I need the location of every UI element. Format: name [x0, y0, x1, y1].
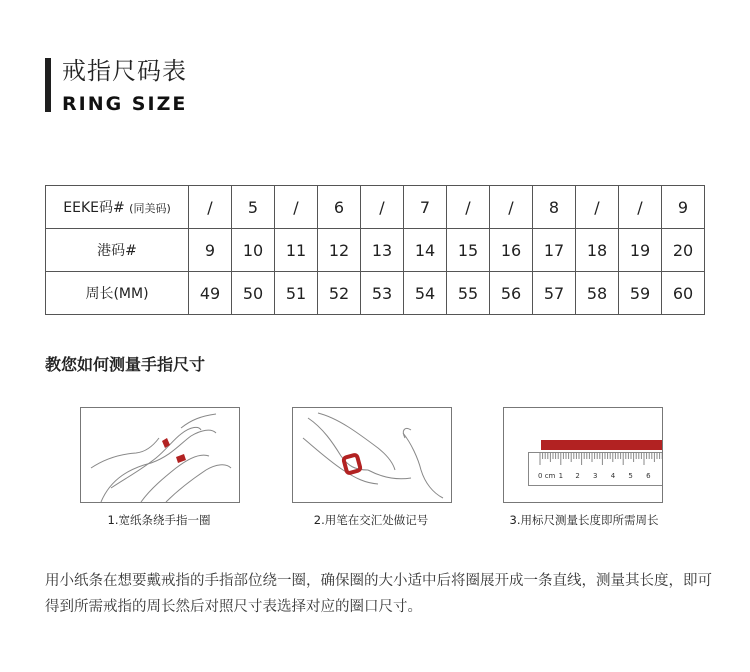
table-cell: 6 [318, 186, 361, 229]
table-row [46, 229, 705, 272]
ruler-number: 5 [628, 472, 633, 480]
table-cell: 54 [404, 272, 447, 315]
step3-caption: 3.用标尺测量长度即所需周长 [509, 513, 659, 527]
ruler-labels [538, 472, 651, 480]
table-cell: 8 [533, 186, 576, 229]
table-cell: 13 [361, 229, 404, 272]
page-subtitle: RING SIZE [62, 93, 188, 115]
table-cell: 56 [490, 272, 533, 315]
step1-caption: 1.宽纸条绕手指一圈 [107, 513, 211, 527]
title-accent-bar [45, 58, 51, 112]
row-header: 周长(MM) [46, 272, 189, 315]
table-cell: 52 [318, 272, 361, 315]
table-cell: 10 [232, 229, 275, 272]
ruler-number: 3 [593, 472, 598, 480]
table-cell: 49 [189, 272, 232, 315]
step2-caption: 2.用笔在交汇处做记号 [313, 513, 429, 527]
table-cell: / [361, 186, 404, 229]
table-row [46, 186, 705, 229]
row-header: EEKE码# (同美码) [46, 186, 189, 229]
table-cell: 60 [662, 272, 705, 315]
ruler-unit: cm [544, 472, 556, 480]
row-header: 港码# [46, 229, 189, 272]
table-cell: 12 [318, 229, 361, 272]
table-cell: 15 [447, 229, 490, 272]
ruler-number: 2 [575, 472, 580, 480]
table-cell: / [490, 186, 533, 229]
table-cell: 53 [361, 272, 404, 315]
ruler-number: 1 [558, 472, 564, 480]
table-cell: 58 [576, 272, 619, 315]
table-cell: 16 [490, 229, 533, 272]
table-cell: 11 [275, 229, 318, 272]
table-cell: 18 [576, 229, 619, 272]
table-cell: 50 [232, 272, 275, 315]
table-cell: / [189, 186, 232, 229]
table-cell: 17 [533, 229, 576, 272]
table-cell: / [275, 186, 318, 229]
step3-illustration [503, 407, 663, 503]
table-cell: 9 [189, 229, 232, 272]
table-cell: / [447, 186, 490, 229]
paper-strip [541, 440, 663, 450]
table-cell: 7 [404, 186, 447, 229]
table-cell: 9 [662, 186, 705, 229]
page-title: 戒指尺码表 [62, 57, 187, 85]
instruction-text: 用小纸条在想要戴戒指的手指部位绕一圈，确保圈的大小适中后将圈展开成一条直线，测量其长度，即可得到所需戒指的周长然后对照尺寸表选择对应的圈口尺寸。 [45, 573, 712, 615]
ring-size-table [45, 185, 705, 315]
ruler-number: 4 [610, 472, 616, 480]
hand-paper-strip-icon [81, 408, 239, 502]
howto-heading: 教您如何测量手指尺寸 [45, 355, 206, 374]
table-cell: 19 [619, 229, 662, 272]
table-cell: 55 [447, 272, 490, 315]
step2-illustration [292, 407, 452, 503]
table-cell: / [576, 186, 619, 229]
ruler-icon [528, 452, 663, 486]
table-cell: 5 [232, 186, 275, 229]
table-cell: 57 [533, 272, 576, 315]
table-cell: 51 [275, 272, 318, 315]
table-cell: 20 [662, 229, 705, 272]
ruler-number: 6 [646, 472, 651, 480]
ruler-number: 0 [538, 472, 543, 480]
table-cell: 59 [619, 272, 662, 315]
step1-illustration [80, 407, 240, 503]
table-cell: 14 [404, 229, 447, 272]
table-cell: / [619, 186, 662, 229]
table-row [46, 272, 705, 315]
hand-mark-icon [293, 408, 451, 502]
